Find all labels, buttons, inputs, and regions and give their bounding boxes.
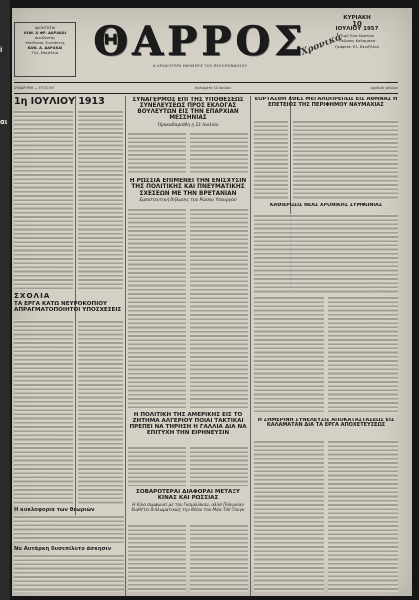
left-top-article [14, 97, 124, 107]
scan-edge-strip [0, 0, 10, 600]
left-top-headline: 1η ΙΟΥΛΙΟΥ 1913 [14, 97, 105, 107]
left-bottom-article-2 [14, 546, 124, 552]
right-sub-headline: ΚΑΘΙΕΡΩΣΙΣ ΝΕΑΣ ΧΡΟΝΙΚΗΣ ΣΥΜΦΩΝΙΑΣ [269, 203, 383, 208]
left-bottom-article [14, 507, 124, 513]
column-rule [250, 96, 251, 596]
comments-headline: ΣΧΟΛΙΑ [14, 292, 51, 300]
issue-month: ΙΟΥΛΙΟΥ 1957 [335, 26, 379, 33]
russia-headline: Η ΡΩΣΣΙΑ ΕΠΙΜΕΝΕΙ ΤΗΝ ΕΝΙΣΧΥΣΙΝ ΤΗΣ ΠΟΛΙΤΙΚΗΣ ΚΑΙ ΠΝΕΥΜΑΤΙΚΗΣ ΣΧΕΣΕΩΝ ΜΕ ΤΗΝ ΒΡΕΤΑΝΙΑΝ [129, 178, 247, 197]
right-top-headline: ΕΟΡΤΑΣΘΗ ΧΘΕΣ ΜΕΓΑΛΟΠΡΕΠΩΣ ΕΙΣ ΑΘΗΝΑΣ Η ΕΠΕΤΕΙΟΣ ΤΗΣ ΠΕΡΙΦΗΜΟΥ ΝΑΥΜΑΧΙΑΣ [254, 97, 398, 108]
edge-fragment-top: i [0, 46, 3, 54]
center-top-headline: ΣΥΝΑΓΕΡΜΟΣ ΕΠΙ ΤΗΣ ΥΠΟΘΕΣΕΩΣ ΣΥΝΕΛΕΥΣΕΩΣ ΠΡΟΣ ΕΚΛΟΓΑΣ ΒΟΥΛΕΥΤΩΝ ΕΙΣ ΤΗΝ ΕΠΑΡΧΙΑΝ ΜΕΣΣΗΝΙΑΣ [132, 97, 244, 122]
ownership-line: ΚΩΝ. Α. ΔΑΡΑΚΑΙ [27, 46, 63, 50]
center-top-text-a [128, 132, 186, 174]
left-bottom-text-2 [14, 554, 124, 592]
right-bottom-text-a [254, 440, 324, 592]
ownership-line: Διευθυντής [34, 36, 56, 40]
america-headline: Η ΠΟΛΙΤΙΚΗ ΤΗΣ ΑΜΕΡΙΚΗΣ ΕΙΣ ΤΟ ΖΗΤΗΜΑ ΑΛΓΕΡΙΟΥ ΠΟΙΑΙ ΤΑΚΤΙΚΑΙ ΠΡΕΠΕΙ ΝΑ ΤΗΡΗΣΗ Η ΓΑΛΛΙΑ ΔΙΑ ΝΑ ΕΠΙΤΥΧΗ ΤΗΝ ΕΙΡΗΝΕΥΣΙΝ [129, 412, 247, 437]
masthead-rule [14, 82, 398, 83]
right-top-article [254, 97, 398, 108]
right-top-text-a [254, 120, 288, 200]
right-top-text-b [293, 120, 398, 200]
russia-text-a [128, 208, 186, 408]
ownership-line: Υπεύθυνος Συντάκτης [25, 41, 65, 45]
right-bottom-text-b [328, 440, 398, 592]
masthead-subtitle: Η ΑΡΧΑΙΟΤΕΡΑ ΕΦΗΜΕΡΙΣ ΤΗΣ ΠΕΛΟΠΟΝΝΗΣΟΥ [152, 64, 248, 68]
china-russia-text-b [190, 524, 248, 592]
date-box-line: Γραφεία: Ελ. Βενιζέλου [335, 43, 379, 49]
issue-stamp: Χρονικά [299, 32, 344, 58]
right-sub-text [254, 214, 398, 294]
right-mid-text-b [328, 296, 398, 414]
center-top-subheadline: Προκαθαρίσθη η 21 Ιουλίου [157, 122, 219, 128]
america-text-a [128, 446, 186, 486]
russia-subheadline: Εμπιστευτική δήλωσις του Ρώσου Υπουργού [139, 197, 237, 203]
comments-text-a [14, 320, 73, 505]
dateline [14, 86, 398, 90]
china-russia-headline: ΣΟΒΑΡΟΤΕΡΑΙ ΔΙΑΦΟΡΑΙ ΜΕΤΑΞΥ ΚΙΝΑΣ ΚΑΙ ΡΩΣΣΙΑΣ [136, 489, 240, 502]
dateline-right: Αριθμός φύλλου [370, 86, 398, 90]
issue-day: ΚΥΡΙΑΚΗ [343, 15, 371, 21]
right-mid-text-a [254, 296, 324, 414]
comments-subheadline: ΤΑ ΕΡΓΑ ΚΑΤΩ ΝΕΥΡΟΚΟΠΙΟΥ ΑΠΡΑΓΜΑΤΟΠΟΙΗΤΟΙ ΥΠΟΣΧΕΣΕΙΣ [14, 300, 122, 313]
column-rule [125, 96, 126, 596]
comments-section [14, 292, 124, 313]
date-box [325, 16, 389, 76]
issue-date-number: 10 [352, 19, 362, 28]
china-russia-article [128, 489, 248, 512]
ownership-line: Τηλ. Επιμέλεια [31, 51, 59, 55]
dateline-left: ΣΥΝΔΡΟΜΗ — ΕΤΟΣ ΛΘ΄ [14, 86, 56, 90]
left-text-column-a [14, 110, 73, 290]
russia-text-b [190, 208, 248, 408]
masthead-title: ΘΑΡΡΟΣ [93, 18, 307, 65]
comments-text-b [78, 320, 123, 505]
ownership-line: ΙΔΙΟΚΤΗΤΑΙ [34, 26, 56, 30]
right-mid-headline: Η ΣΗΜΕΡΙΝΗ ΣΥΝΕΛΕΥΣΙΣ ΑΠΟΚΑΤΑΣΤΑΣΕΩΣ ΕΙΣ ΚΑΛΑΜΑΤΑΝ ΔΙΑ ΤΑ ΕΡΓΑ ΑΠΟΧΕΤΕΥΣΕΩΣ [257, 418, 395, 429]
edge-fragment-mid: αι [0, 118, 8, 126]
dateline-rule [14, 93, 398, 94]
center-top-article [128, 97, 248, 128]
left-bottom-headline-2: Νο Αυτάρκη δυσεπίλυτο άσκησιν [14, 546, 112, 552]
date-box-line: Έκδοσις Καλαμάτα [338, 38, 376, 44]
date-box-line: Τιμή Ένα Χαρτίον [340, 32, 374, 38]
russia-article [128, 178, 248, 204]
left-text-column-b [78, 110, 123, 290]
america-article [128, 412, 248, 436]
right-mid-article [254, 418, 398, 429]
ownership-box [14, 22, 76, 77]
america-text-b [190, 446, 248, 486]
masthead [84, 18, 316, 68]
china-russia-text-a [128, 524, 186, 592]
china-russia-subheadline: Η Κίνα συμφωνεί με τον Γκομούλκαν, αλλά Πολωνίαν διαθέτει διπλωματικώς την θέσιν του Μάο-Τσέ-Τουγκ [131, 502, 245, 512]
right-sub-article [254, 203, 398, 208]
ownership-line: ΚΩΝ. & ΦΡ. ΔΑΡΑΚΑΙ [23, 31, 67, 35]
left-bottom-text [14, 515, 124, 543]
dateline-middle: Καλαμάτα 10 Ιουλίου [195, 86, 232, 90]
center-top-text-b [190, 132, 248, 174]
left-bottom-headline: Η κυκλοφορία των θεωριών [14, 507, 95, 513]
